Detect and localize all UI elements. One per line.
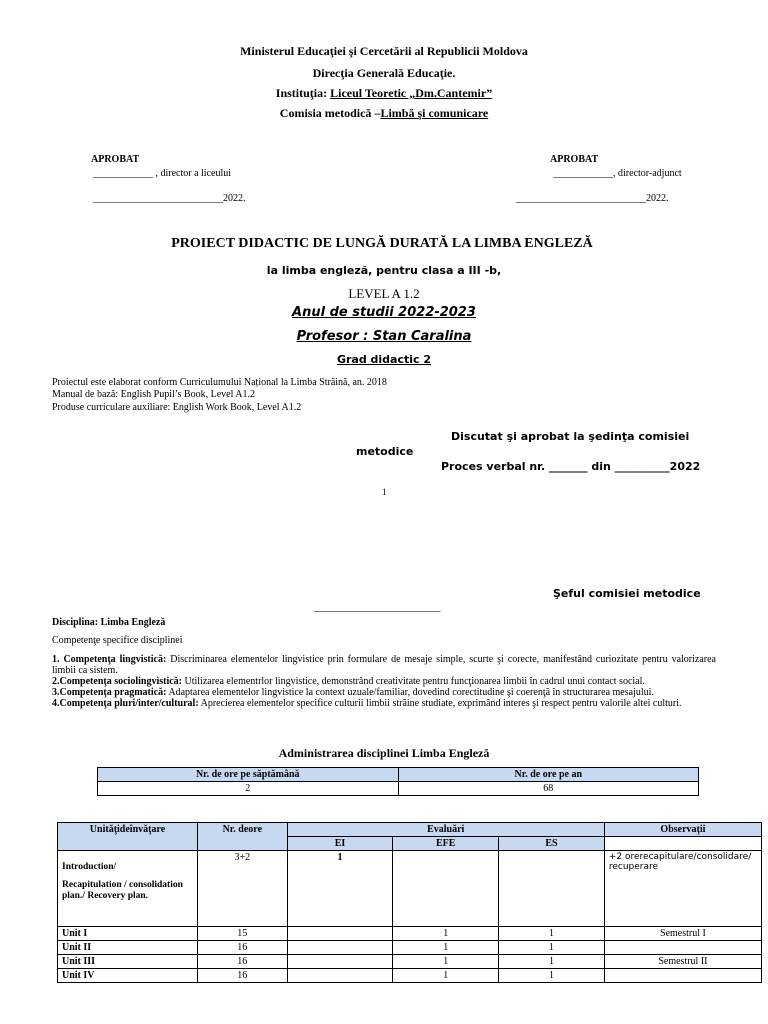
table-row [58, 969, 762, 983]
institution-label: Instituţia: [275, 86, 331, 100]
intro-hours: 3+2 [197, 851, 287, 927]
intro-note: +2 orerecapitulare/consolidare/ recuperare [604, 851, 761, 927]
unit-note [604, 941, 761, 955]
unit-es: 1 [499, 927, 605, 941]
intro-detail: Recapitulation / consolidation plan./ Recovery plan. [62, 880, 183, 901]
unit-efe: 1 [393, 941, 499, 955]
unit-ei [287, 969, 393, 983]
institution-name: Liceul Teoretic „Dm.Cantemir” [330, 86, 493, 100]
institution-line [0, 86, 768, 101]
administration-title: Administrarea disciplinei Limba Engleză [278, 746, 490, 760]
intro-efe [393, 851, 499, 927]
reference-manual: Manual de bază: English Pupil’s Book, Level A1.2 [52, 389, 256, 400]
table-row [98, 782, 699, 796]
yearly-hours-header: Nr. de ore pe an [398, 768, 699, 782]
table-row [98, 768, 699, 782]
reference-curriculum: Proiectul este elaborat conform Curriculumului Național la Limba Străină, an. 2018 [52, 377, 387, 388]
ministry-line: Ministerul Educaţiei şi Cercetării al Republicii Moldova [240, 44, 528, 58]
competence-item [52, 654, 716, 676]
teacher-grade: Grad didactic 2 [336, 353, 432, 366]
approval-left-line: ____________ , director a liceului [93, 168, 232, 179]
ei-header: EI [287, 837, 393, 851]
unit-note: Semestrul I [604, 927, 761, 941]
approval-left-date: __________________________2022. [93, 193, 246, 204]
competences-list [52, 654, 716, 709]
approval-left-title: APROBAT [91, 154, 140, 165]
approval-right-date: __________________________2022. [516, 193, 669, 204]
intro-title: Introduction/ [62, 862, 117, 872]
administration-table [97, 767, 699, 796]
commission-head-signature: _______________________ [314, 601, 441, 613]
page-number: 1 [382, 487, 387, 497]
competence-item [52, 698, 716, 709]
competence-item [52, 676, 716, 687]
intro-unit-cell [58, 851, 198, 927]
class-line: la limba engleză, pentru clasa a III -b, [266, 264, 502, 277]
unit-hours: 16 [197, 969, 287, 983]
reference-workbook: Produse curriculare auxiliare: English Work Book, Level A1.2 [52, 402, 302, 413]
notes-subheader [604, 837, 761, 851]
weekly-hours-header: Nr. de ore pe săptămână [98, 768, 399, 782]
unit-ei [287, 955, 393, 969]
weekly-hours-value: 2 [98, 782, 399, 796]
unit-ei [287, 927, 393, 941]
teacher-name: Profesor : Stan Caralina [296, 329, 472, 344]
intro-ei: 1 [287, 851, 393, 927]
unit-hours: 15 [197, 927, 287, 941]
unit-hours: 16 [197, 941, 287, 955]
competence-text: Aprecierea elementelor specifice culturii limbii străine studiate, exprimând interes şi respect pentru valorile altei culturi. [198, 698, 682, 709]
directorate-line: Direcţia Generală Educaţie. [312, 66, 456, 80]
unit-hours: 16 [197, 955, 287, 969]
competence-label: 3.Competenţa pragmatică: [52, 687, 167, 698]
unit-efe: 1 [393, 969, 499, 983]
document-title: PROIECT DIDACTIC DE LUNGĂ DURATĂ LA LIMBA ENGLEZĂ [171, 236, 593, 251]
study-year: Anul de studii 2022-2023 [292, 305, 476, 320]
competence-text: Adaptarea elementelor lingvistice la context uzuale/familiar, dovedind corectitudine şi coerenţă în structurarea mesajului. [166, 687, 654, 698]
discipline-title: Disciplina: Limba Engleză [52, 617, 166, 628]
unit-name: Unit III [58, 955, 198, 969]
approval-right-line: ____________, director-adjunct [553, 168, 682, 179]
es-header: ES [499, 837, 605, 851]
discussion-line-2: metodice [356, 445, 414, 458]
hours-header: Nr. deore [197, 823, 287, 851]
competence-label: 2.Competenţa sociolingvistică: [52, 676, 182, 687]
unit-note: Semestrul II [604, 955, 761, 969]
unit-name: Unit II [58, 941, 198, 955]
notes-header: Observaţii [604, 823, 761, 837]
unit-efe: 1 [393, 927, 499, 941]
unit-es: 1 [499, 941, 605, 955]
level-line: LEVEL A 1.2 [348, 286, 420, 301]
unit-name: Unit I [58, 927, 198, 941]
discussion-line-1: Discutat şi aprobat la şedinţa comisiei [451, 430, 690, 443]
table-row [58, 927, 762, 941]
unit-ei [287, 941, 393, 955]
table-row [58, 823, 762, 837]
table-row [58, 955, 762, 969]
evaluations-header: Evaluări [287, 823, 604, 837]
commission-line [0, 106, 768, 121]
commission-head-label: Şeful comisiei metodice [553, 587, 701, 600]
competence-text: Discriminarea elementelor lingvistice prin formulare de mesaje simple, scurte şi corecte, manifestând curiozitate pentru valorizarea limbii ca sistem. [52, 654, 716, 676]
units-header: Unităţideînvăţare [58, 823, 198, 851]
unit-note [604, 969, 761, 983]
efe-header: EFE [393, 837, 499, 851]
competence-label: 4.Competenţa pluri/inter/cultural: [52, 698, 199, 709]
approval-right-title: APROBAT [550, 154, 599, 165]
yearly-hours-value: 68 [398, 782, 699, 796]
units-table [57, 822, 762, 983]
competence-item [52, 687, 716, 698]
unit-name: Unit IV [58, 969, 198, 983]
unit-es: 1 [499, 955, 605, 969]
table-row [58, 851, 762, 927]
intro-es [499, 851, 605, 927]
table-row [58, 941, 762, 955]
discussion-line-3: Proces verbal nr. _______ din __________2022 [441, 460, 701, 473]
unit-efe: 1 [393, 955, 499, 969]
competence-label: 1. Competenţa lingvistică: [52, 654, 167, 665]
unit-es: 1 [499, 969, 605, 983]
competence-text: Utilizarea elementrlor lingvistice, demonstrând creativitate pentru funcţionarea limbii în cadrul unui contact social. [182, 676, 645, 687]
commission-name: Limbă şi comunicare [380, 106, 489, 120]
commission-label: Comisia metodică – [279, 106, 381, 120]
discipline-subtitle: Competenţe specifice disciplinei [52, 635, 183, 646]
